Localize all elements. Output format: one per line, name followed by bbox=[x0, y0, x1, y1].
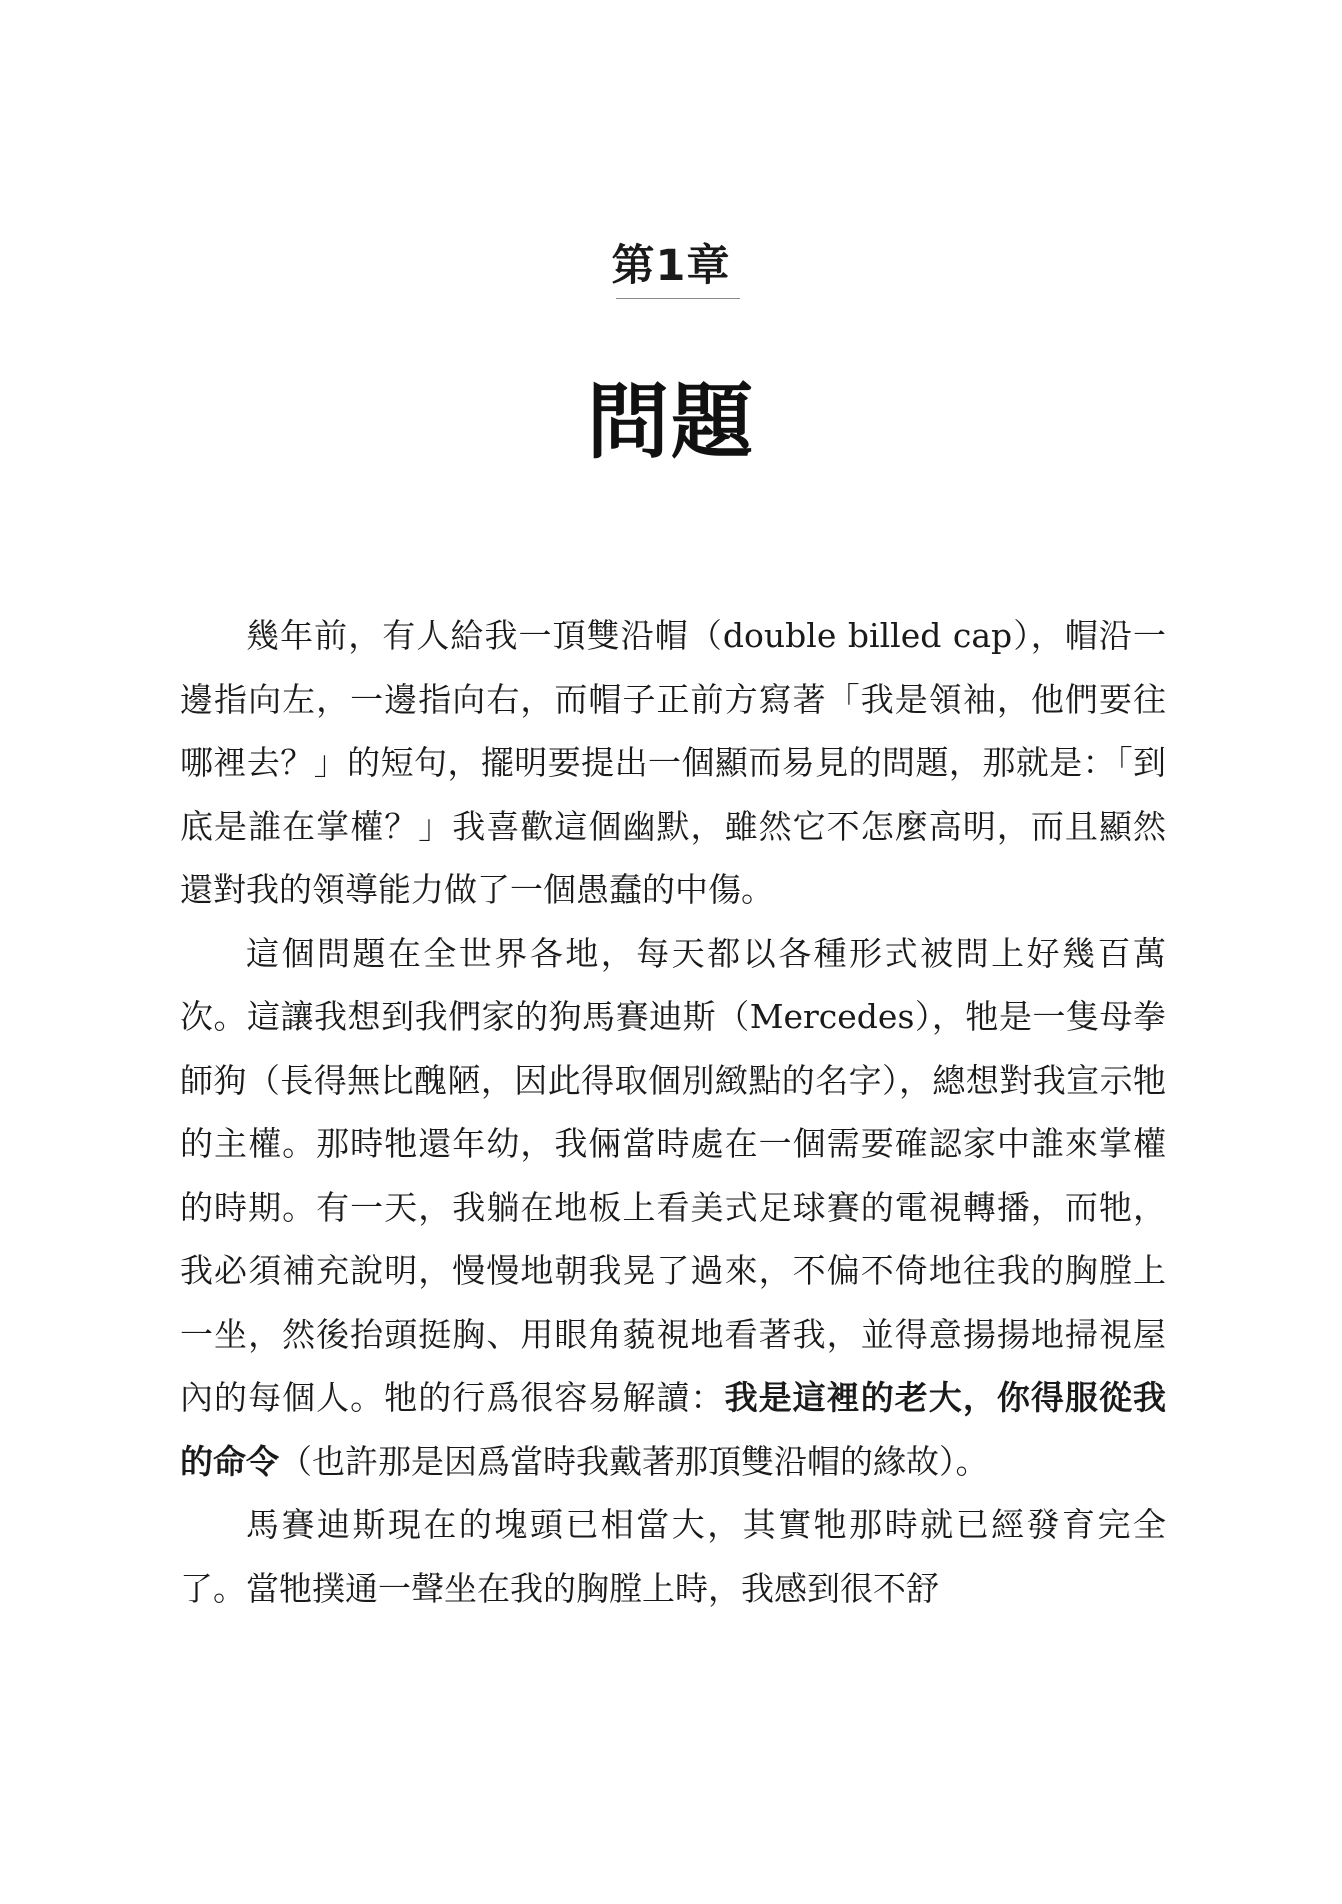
paragraph-3: 馬賽迪斯現在的塊頭已相當大，其實牠那時就已經發育完全了。當牠撲通一聲坐在我的胸膛上時，我感到很不舒 bbox=[180, 1505, 1166, 1608]
paragraph-2-text-before: 這個問題在全世界各地，每天都以各種形式被問上好幾百萬次。這讓我想到我們家的狗馬賽迪斯（Mercedes），牠是一隻母拳師狗（長得無比醜陋，因此得取個別緻點的名字），總想對我宣示牠的主權。那時牠還年幼，我倆當時處在一個需要確認家中誰來掌權的時期。有一天，我躺在地板上看美式足球賽的電視轉播，而牠，我必須補充說明，慢慢地朝我晃了過來，不偏不倚地往我的胸膛上一坐，然後抬頭挺胸、用眼角藐視地看著我，並得意揚揚地掃視屋內的每個人。牠的行爲很容易解讀： bbox=[180, 933, 1166, 1417]
paragraph-2-emphasis: 我是這裡的老大，你得服從我的命令 bbox=[180, 1378, 1167, 1481]
chapter-divider bbox=[616, 298, 740, 299]
paragraph-1: 幾年前，有人給我一頂雙沿帽（double billed cap），帽沿一邊指向左，一邊指向右，而帽子正前方寫著「我是領袖，他們要往哪裡去？」的短句，擺明要提出一個顯而易見的問題，那就是：「到底是誰在掌權？」我喜歡這個幽默，雖然它不怎麼高明，而且顯然還對我的領導能力做了一個愚蠢的中傷。 bbox=[180, 616, 1166, 909]
chapter-title: 問題 bbox=[586, 374, 755, 470]
paragraph-2-text-after: （也許那是因爲當時我戴著那頂雙沿帽的緣故）。 bbox=[279, 1441, 989, 1481]
chapter-number: 第1章 bbox=[611, 241, 731, 291]
chapter-body bbox=[180, 604, 1166, 1620]
paragraph-2 bbox=[180, 922, 1166, 1494]
